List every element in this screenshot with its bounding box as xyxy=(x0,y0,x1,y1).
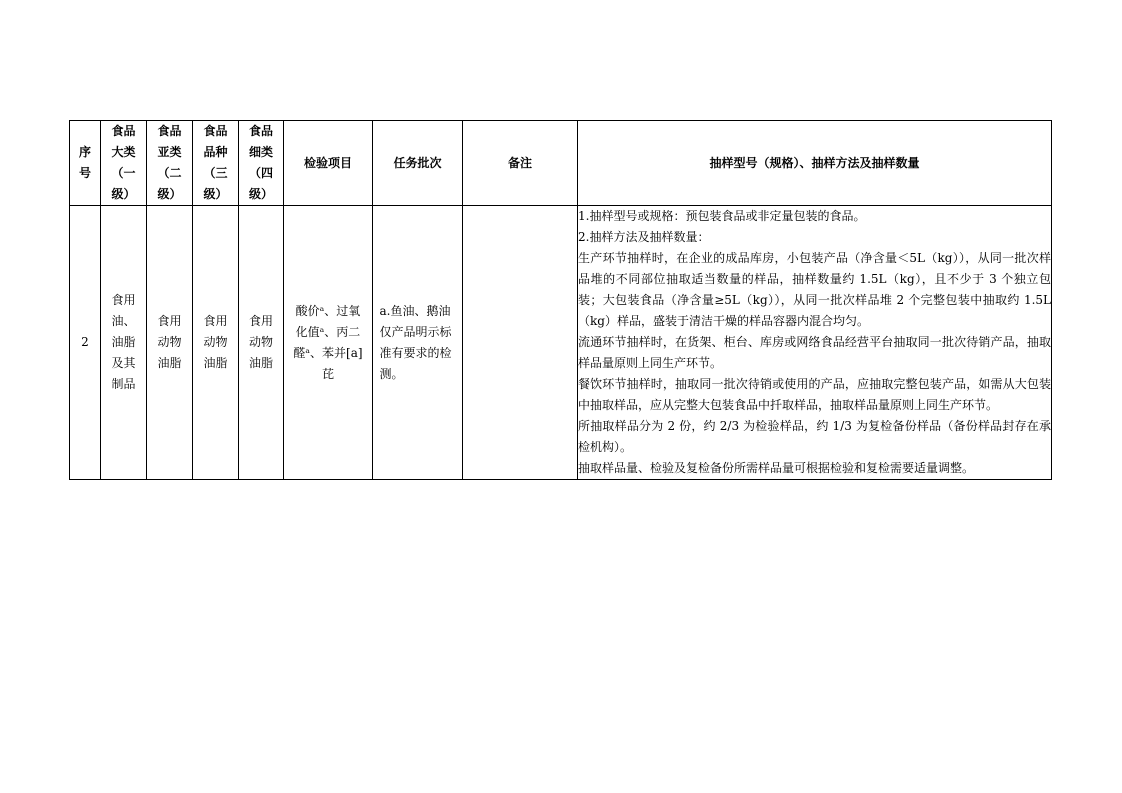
cell-category-3: 食用动物油脂 xyxy=(193,206,239,480)
method-line: 所抽取样品分为 2 份，约 2/3 为检验样品，约 1/3 为复检备份样品（备份样品封存在承检机构）。 xyxy=(578,419,1051,454)
header-seq: 序号 xyxy=(70,121,101,206)
header-remark: 备注 xyxy=(463,121,578,206)
header-category-3: 食品品种（三级） xyxy=(193,121,239,206)
header-category-4: 食品细类（四级） xyxy=(239,121,284,206)
method-line: 抽取样品量、检验及复检备份所需样品量可根据检验和复检需要适量调整。 xyxy=(578,461,975,475)
header-test-items: 检验项目 xyxy=(284,121,373,206)
method-line: 2.抽样方法及抽样数量： xyxy=(578,230,710,244)
table-row xyxy=(70,206,1052,480)
cell-category-1: 食用油、油脂及其制品 xyxy=(101,206,147,480)
header-row xyxy=(70,121,1052,206)
header-category-1: 食品大类（一级） xyxy=(101,121,147,206)
cell-remark xyxy=(463,206,578,480)
header-method: 抽样型号（规格）、抽样方法及抽样数量 xyxy=(578,121,1052,206)
cell-batch: a.鱼油、鹅油仅产品明示标准有要求的检测。 xyxy=(373,206,463,480)
cell-method xyxy=(578,206,1052,480)
method-line: 生产环节抽样时，在企业的成品库房，小包装产品（净含量＜5L（kg）），从同一批次样品堆的不同部位抽取适当数量的样品，抽样数量约 1.5L（kg），且不少于 3 个独立包装；大包装食品（净含量≥5L（kg）），从同一批次样品堆 2 个完整包装中抽取约 1.5L（kg）样品，盛装于清洁干燥的样品容器内混合均匀。 xyxy=(578,251,1051,328)
cell-test-items: 酸价ᵃ、过氧化值ᵃ、丙二醛ᵃ、苯并[a]芘 xyxy=(284,206,373,480)
method-line: 1.抽样型号或规格：预包装食品或非定量包装的食品。 xyxy=(578,209,866,223)
header-category-2: 食品亚类（二级） xyxy=(147,121,193,206)
header-batch: 任务批次 xyxy=(373,121,463,206)
cell-category-4: 食用动物油脂 xyxy=(239,206,284,480)
sampling-table xyxy=(69,120,1052,480)
method-line: 餐饮环节抽样时，抽取同一批次待销或使用的产品，应抽取完整包装产品，如需从大包装中抽取样品，应从完整大包装食品中扦取样品，抽取样品量原则上同生产环节。 xyxy=(578,377,1051,412)
cell-category-2: 食用动物油脂 xyxy=(147,206,193,480)
method-line: 流通环节抽样时，在货架、柜台、库房或网络食品经营平台抽取同一批次待销产品，抽取样品量原则上同生产环节。 xyxy=(578,335,1051,370)
cell-seq: 2 xyxy=(70,206,101,480)
